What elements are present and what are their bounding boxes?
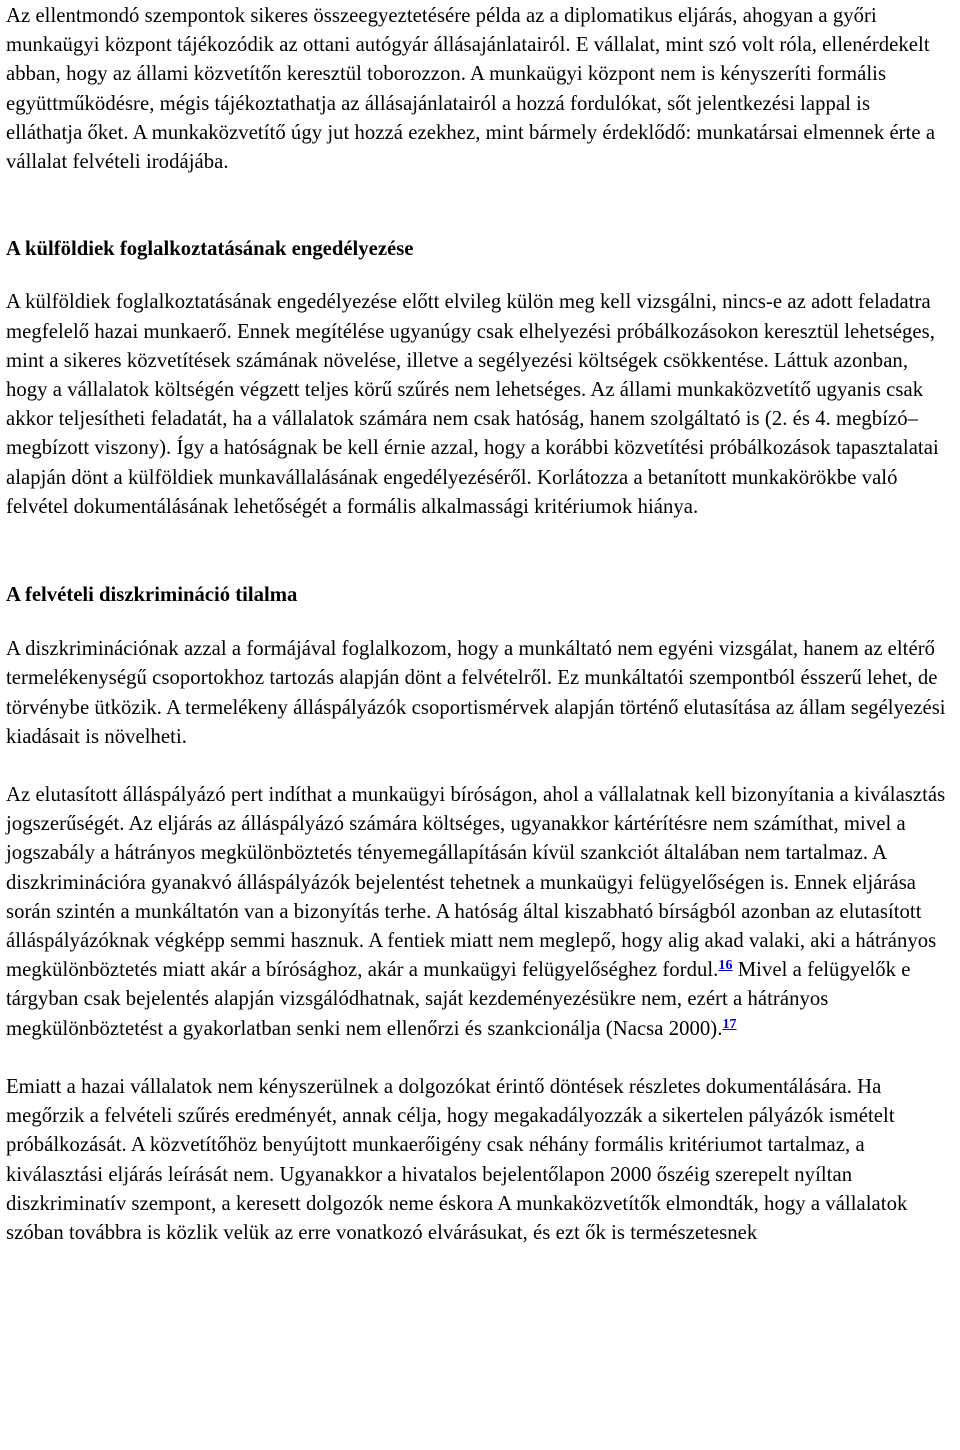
- footnote-ref-16: [718, 958, 733, 980]
- discrimination-paragraph-2-text-b: Mivel a felügyelők e tárgyban csak bejelentés alapján vizsgálódhatnak, saját kezdeményezésükre nem, ezért a hátrányos megkülönböztetést a gyakorlatban senki nem ellenőrzi és szankcionálja (Nacsa 2000).: [6, 959, 911, 1040]
- discrimination-paragraph-2: [6, 781, 950, 1044]
- footnote-ref-17: [722, 1016, 737, 1039]
- section-heading-discrimination: A felvételi diszkrimináció tilalma: [6, 584, 298, 607]
- discrimination-paragraph-3: Emiatt a hazai vállalatok nem kényszerülnek a dolgozókat érintő döntések részletes dokumentálására. Ha megőrzik a felvételi szűrés eredményét, annak célja, hogy megakadályozzák a sikertelen pályázók ismételt próbálkozását. A közvetítőhöz benyújtott munkaerőigény csak néhány formális kritériumot tartalmaz, a kiválasztási eljárás leírását nem. Ugyanakkor a hivatalos bejelentőlapon 2000 őszéig szerepelt nyíltan diszkriminatív szempont, a keresett dolgozók neme éskora A munkaközvetítők elmondták, hogy a vállalatok szóban továbbra is közlik velük az erre vonatkozó elvárásukat, és ezt ők is természetesnek: [6, 1075, 908, 1244]
- section-heading-foreign-employment: A külföldiek foglalkoztatásának engedélyezése: [6, 238, 414, 261]
- discrimination-paragraph-2-text-a: Az elutasított álláspályázó pert indíthat a munkaügyi bíróságon, ahol a vállalatnak kell bizonyítania a kiválasztás jogszerűségét. Az eljárás az álláspályázó számára költséges, ugyanakkor kártérítésre nem számíthat, mivel a jogszabály a hátrányos megkülönböztetés tényemegállapításán kívül szankciót általában nem tartalmaz. A diszkriminációra gyanakvó álláspályázók bejelentést tehetnek a munkaügyi felügyelőségen is. Ennek eljárása során szintén a munkáltatón van a bizonyítás terhe. A hatóság által kiszabható bírságból azonban az elutasított álláspályázóknak végképp semmi hasznuk. A fentiek miatt nem meglepő, hogy alig akad valaki, aki a hátrányos megkülönböztetés miatt akár a bírósághoz, akár a munkaügyi felügyelőséghez fordul.: [6, 784, 946, 982]
- intro-paragraph: Az ellentmondó szempontok sikeres összeegyeztetésére példa az a diplomatikus eljárás, ahogyan a győri munkaügyi központ tájékozódik az ottani autógyár állásajánlatairól. E vállalat, mint szó volt róla, ellenérdekelt abban, hogy az állami közvetítőn keresztül toborozzon. A munkaügyi központ nem is kényszeríti formális együttműködésre, mégis tájékoztathatja az állásajánlatairól a hozzá fordulókat, sőt jelentkezési lappal is elláthatja őket. A munkaközvetítő úgy jut hozzá ezekhez, mint bármely érdeklődő: munkatársai elmennek érte a vállalat felvételi irodájába.: [6, 5, 936, 174]
- footnote-link-16[interactable]: 16: [718, 958, 733, 974]
- discrimination-paragraph-1: A diszkriminációnak azzal a formájával foglalkozom, hogy a munkáltató nem egyéni vizsgálat, hanem az eltérő termelékenységű csoportokhoz tartozás alapján dönt a felvételről. Ez munkáltatói szempontból ésszerű lehet, de törvénybe ütközik. A termelékeny álláspályázók csoportismérvek alapján történő elutasítása az állam segélyezési kiadásait is növelheti.: [6, 638, 946, 748]
- document-page: [6, 0, 950, 1248]
- foreign-employment-paragraph: A külföldiek foglalkoztatásának engedélyezése előtt elvileg külön meg kell vizsgálni, nincs-e az adott feladatra megfelelő hazai munkaerő. Ennek megítélése ugyanúgy csak elhelyezési próbálkozásokon keresztül lehetséges, mint a sikeres közvetítések számának növelése, illetve a segélyezési költségek csökkentése. Láttuk azonban, hogy a vállalatok költségén végzett teljes körű szűrés nem lehetséges. Az állami munkaközvetítő ugyanis csak akkor teljesítheti feladatát, ha a vállalatok számára nem csak hatóság, hanem szolgáltató is (2. és 4. megbízó–megbízott viszony). Így a hatóságnak be kell érnie azzal, hogy a korábbi közvetítési próbálkozások tapasztalatai alapján dönt a külföldiek munkavállalásának engedélyezéséről. Korlátozza a betanított munkakörökbe való felvétel dokumentálásának lehetőségét a formális alkalmassági kritériumok hiánya.: [6, 291, 939, 518]
- footnote-link-17[interactable]: 17: [722, 1016, 737, 1032]
